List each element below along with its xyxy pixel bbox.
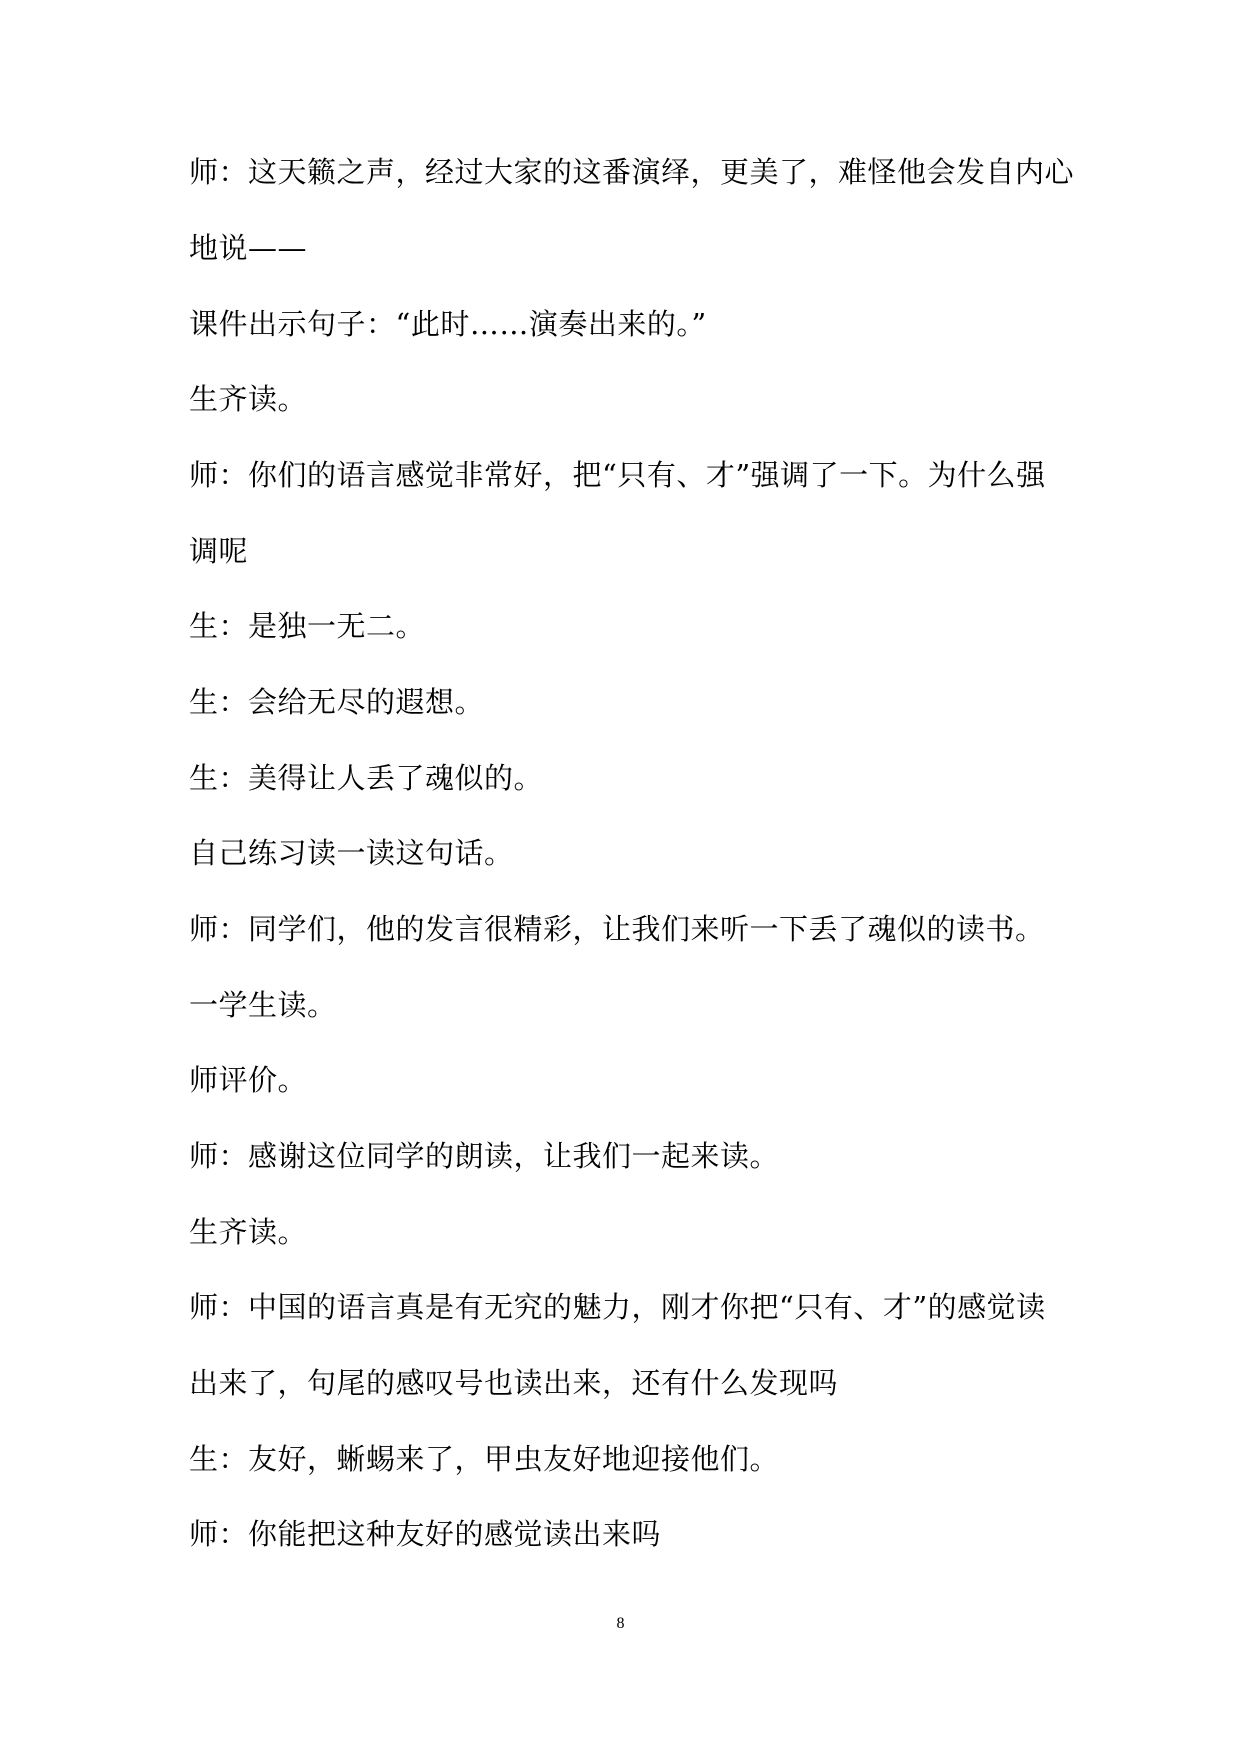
text-line: 地说—— — [189, 231, 308, 265]
text-line: 生：会给无尽的遐想。 — [189, 685, 485, 719]
text-line: 师：这天籁之声，经过大家的这番演绎，更美了，难怪他会发自内心 — [189, 155, 1075, 189]
text-line: 课件出示句子：“此时……演奏出来的。” — [189, 307, 707, 341]
text-line: 自己练习读一读这句话。 — [189, 836, 514, 870]
page-number: 8 — [616, 1615, 625, 1632]
text-line: 一学生读。 — [189, 988, 337, 1022]
text-line: 出来了，句尾的感叹号也读出来，还有什么发现吗 — [189, 1366, 839, 1400]
text-line: 师评价。 — [189, 1063, 308, 1097]
text-line: 师：感谢这位同学的朗读，让我们一起来读。 — [189, 1139, 780, 1173]
text-line: 生：友好，蜥蜴来了，甲虫友好地迎接他们。 — [189, 1442, 780, 1476]
text-line: 师：中国的语言真是有无究的魅力，刚才你把“只有、才”的感觉读 — [189, 1290, 1046, 1324]
text-line: 师：同学们，他的发言很精彩，让我们来听一下丢了魂似的读书。 — [189, 912, 1045, 946]
text-line: 师：你们的语言感觉非常好，把“只有、才”强调了一下。为什么强 — [189, 458, 1046, 492]
text-line: 生：美得让人丢了魂似的。 — [189, 761, 544, 795]
text-line: 调呢 — [189, 534, 249, 568]
text-line: 生齐读。 — [189, 1215, 308, 1249]
text-line: 生：是独一无二。 — [189, 609, 426, 643]
text-line: 生齐读。 — [189, 382, 308, 416]
text-line: 师：你能把这种友好的感觉读出来吗 — [189, 1517, 662, 1551]
